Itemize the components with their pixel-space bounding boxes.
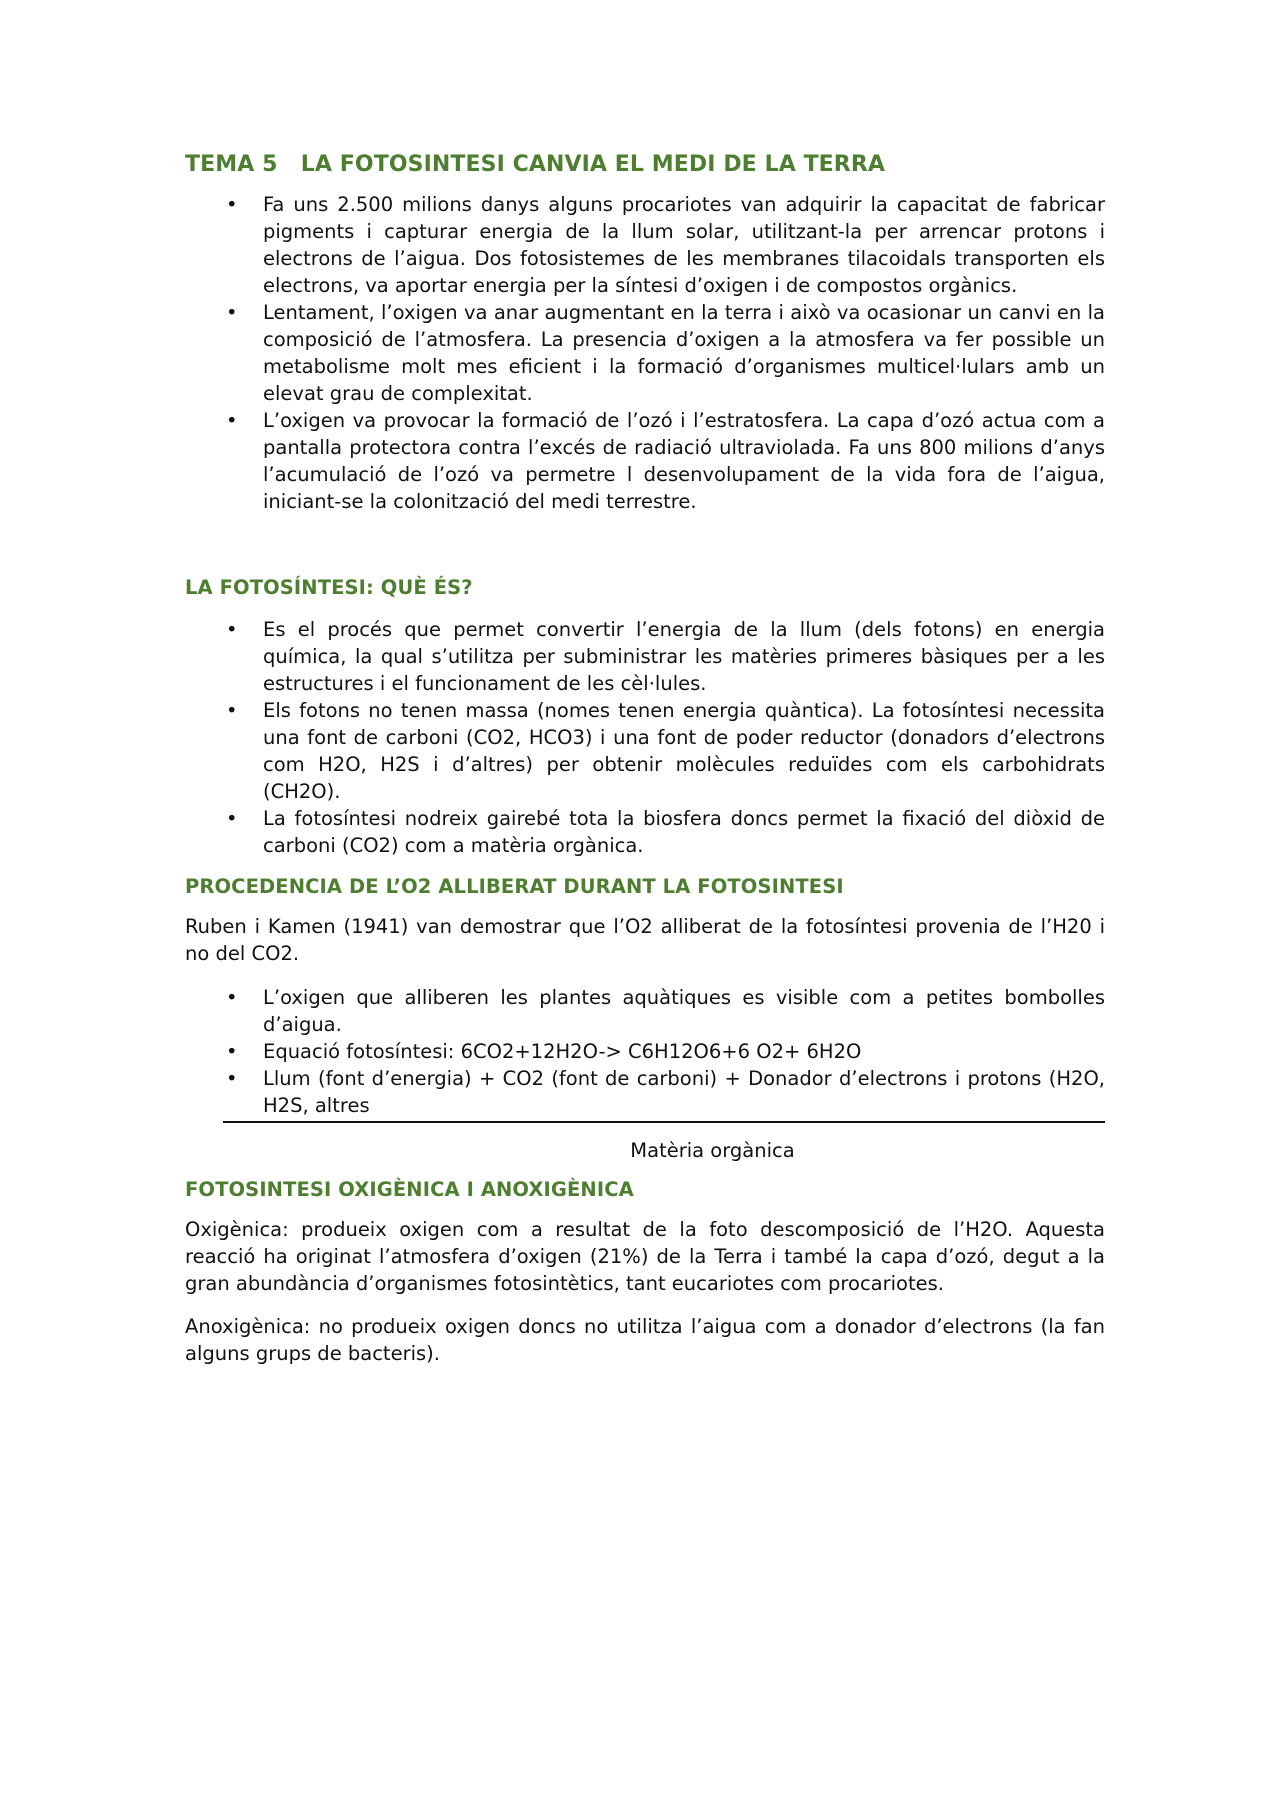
bullet-icon: •: [226, 1040, 238, 1063]
section-title-oxigenica-anoxigenica: FOTOSINTESI OXIGÈNICA I ANOXIGÈNICA: [185, 1178, 634, 1201]
list-item: • Es el procés que permet convertir l’energia de la llum (dels fotons) en energia química, la qual s’utilitza per subministrar les matèries primeres bàsiques per a les estructures i el funcionament de les cèl·lules.: [226, 618, 1105, 695]
document-page: [185, 150, 1105, 1367]
section-title-tema5: TEMA 5 LA FOTOSINTESI CANVIA EL MEDI DE LA TERRA: [185, 152, 886, 177]
equation-result: Matèria orgànica: [630, 1139, 795, 1162]
list-item: • Llum (font d’energia) + CO2 (font de carboni) + Donador d’electrons i protons (H2O, H2S, altres: [226, 1067, 1105, 1117]
equation-divider: [223, 1121, 1105, 1123]
bullet-icon: •: [226, 193, 238, 216]
list-item: • Fa uns 2.500 milions danys alguns procariotes van adquirir la capacitat de fabricar pigments i capturar energia de la llum solar, utilitzant-la per arrencar protons i electrons de l’aigua. Dos fotosistemes de les membranes tilacoidals transporten els electrons, va aportar energia per la síntesi d’oxigen i de compostos orgànics.: [226, 193, 1105, 297]
paragraph-anoxigenica: Anoxigènica: no produeix oxigen doncs no utilitza l’aigua com a donador d’electrons (la fan alguns grups de bacteris).: [185, 1315, 1105, 1365]
section-title-procedencia-o2: PROCEDENCIA DE L’O2 ALLIBERAT DURANT LA FOTOSINTESI: [185, 875, 844, 898]
list-item: • L’oxigen va provocar la formació de l’ozó i l’estratosfera. La capa d’ozó actua com a pantalla protectora contra l’excés de radiació ultraviolada. Fa uns 800 milions d’anys l’acumulació de l’ozó va permetre l desenvolupament de la vida fora de l’aigua, iniciant-se la colonització del medi terrestre.: [226, 409, 1105, 513]
bullet-icon: •: [226, 986, 238, 1009]
list-item: • La fotosíntesi nodreix gairebé tota la biosfera doncs permet la fixació del diòxid de carboni (CO2) com a matèria orgànica.: [226, 807, 1105, 857]
list-item: • L’oxigen que alliberen les plantes aquàtiques es visible com a petites bombolles d’aigua.: [226, 986, 1105, 1036]
section3-intro: Ruben i Kamen (1941) van demostrar que l’O2 alliberat de la fotosíntesi provenia de l’H20 i no del CO2.: [185, 915, 1105, 965]
bullet-icon: •: [226, 301, 238, 324]
list-item: • Equació fotosíntesi: 6CO2+12H2O-> C6H12O6+6 O2+ 6H2O: [226, 1040, 862, 1063]
bullet-icon: •: [226, 807, 238, 830]
bullet-icon: •: [226, 1067, 238, 1090]
list-item: • Lentament, l’oxigen va anar augmentant en la terra i això va ocasionar un canvi en la composició de l’atmosfera. La presencia d’oxigen a la atmosfera va fer possible un metabolisme molt mes eficient i la formació d’organismes multicel·lulars amb un elevat grau de complexitat.: [226, 301, 1105, 405]
list-item: • Els fotons no tenen massa (nomes tenen energia quàntica). La fotosíntesi necessita una font de carboni (CO2, HCO3) i una font de poder reductor (donadors d’electrons com H2O, H2S i d’altres) per obtenir molècules reduïdes com els carbohidrats (CH2O).: [226, 699, 1105, 803]
section1-bullet-list: [185, 191, 1105, 515]
section3-bullet-list: [185, 984, 1105, 1119]
bullet-icon: •: [226, 699, 238, 722]
paragraph-oxigenica: Oxigènica: produeix oxigen com a resultat de la foto descomposició de l’H2O. Aquesta reacció ha originat l’atmosfera d’oxigen (21%) de la Terra i també la capa d’ozó, degut a la gran abundància d’organismes fotosintètics, tant eucariotes com procariotes.: [185, 1218, 1105, 1295]
section2-bullet-list: [185, 616, 1105, 859]
bullet-icon: •: [226, 618, 238, 641]
bullet-icon: •: [226, 409, 238, 432]
section-title-fotosintesi: LA FOTOSÍNTESI: QUÈ ÉS?: [185, 576, 473, 599]
